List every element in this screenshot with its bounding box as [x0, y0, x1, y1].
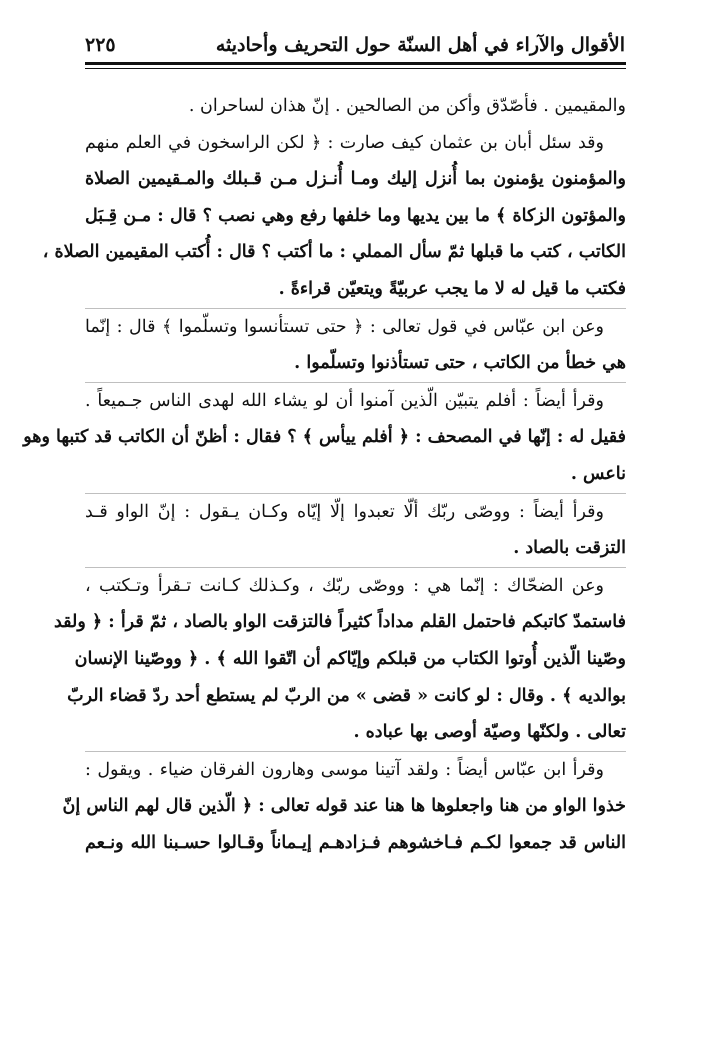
text-line: وصّينا الّذين أُوتوا الكتاب من قبلكم وإيّاكم أن اتّقوا الله ﴾ . ﴿ ووصّينا الإنسان [74, 648, 626, 669]
text-line: والمؤمنون يؤمنون بما أُنزل إليك ومـا أُنـزل مـن قـبلك والمـقيمين الصلاة [85, 169, 626, 190]
text-line: والمؤتون الزكاة ﴾ ما بين يديها وما خلفها رفع وهي نصب ؟ قال : مـن قِـبَل [85, 205, 626, 226]
text-line: وقرأ أيضاً : ووصّى ربّك ألّا تعبدوا إلّا إيّاه وكـان يـقول : إنّ الواو قـد [85, 501, 604, 522]
text-line: وقرأ أيضاً : أفلم يتبيّن الّذين آمنوا أن لو يشاء الله لهدى الناس جـميعاً . [85, 390, 604, 411]
text-line: بوالديه ﴾ . وقال : لو كانت « قضى » من الربّ لم يستطع أحد ردّ قضاء الربّ [67, 685, 626, 706]
text-line: فاستمدّ كاتبكم فاحتمل القلم مداداً كثيراً فالتزقت الواو بالصاد ، ثمّ قرأ : ﴿ ولقد [54, 612, 626, 633]
text-line: الناس قد جمعوا لكـم فـاخشوهم فـزادهـم إيـماناً وقـالوا حسـبنا الله ونـعم [85, 832, 626, 853]
text-line: هي خطأ من الكاتب ، حتى تستأذنوا وتسلّموا . [294, 353, 626, 374]
text-line: وقرأ ابن عبّاس أيضاً : ولقد آتينا موسى وهارون الفرقان ضياء . ويقول : [85, 759, 604, 780]
text-line: وعن ابن عبّاس في قول تعالى : ﴿ حتى تستأنسوا وتسلّموا ﴾ قال : إنّما [85, 316, 604, 337]
text-line: فكتب ما قيل له لا ما يجب عربيّةً ويتعيّن قراءةً . [278, 278, 626, 299]
text-line: الكاتب ، كتب ما قبلها ثمّ سأل المملي : ما أكتب ؟ قال : أُكتب المقيمين الصلاة ، [42, 242, 626, 263]
text-line: تعالى . ولكنّها وصيّة أوصى بها عباده . [353, 722, 626, 743]
page-number: ٢٢٥ [85, 34, 116, 56]
text-line: التزقت بالصاد . [513, 538, 626, 559]
text-line: وقد سئل أبان بن عثمان كيف صارت : ﴿ لكن الراسخون في العلم منهم [85, 132, 604, 153]
text-line: ناعس . [570, 463, 626, 484]
running-header [85, 26, 625, 64]
text-line: والمقيمين . فأصّدّق وأكن من الصالحين . إنّ هذان لساحران . [188, 96, 626, 116]
text-line: خذوا الواو من هنا واجعلوها ها هنا عند قوله تعالى : ﴿ الّذين قال لهم الناس إنّ [62, 796, 626, 817]
text-line: وعن الضحّاك : إنّما هي : ووصّى ربّك ، وكـذلك كـانت تـقرأ وتـكتب ، [85, 575, 604, 596]
body-text [23, 88, 626, 861]
header-rule-thin [85, 68, 626, 69]
running-title: الأقوال والآراء في أهل السنّة حول التحريف وأحاديثه [215, 34, 625, 56]
text-line: فقيل له : إنّها في المصحف : ﴿ أفلم ييأس ﴾ ؟ فقال : أظنّ أن الكاتب قد كتبها وهو [23, 427, 626, 448]
header-rule-thick [85, 62, 626, 65]
